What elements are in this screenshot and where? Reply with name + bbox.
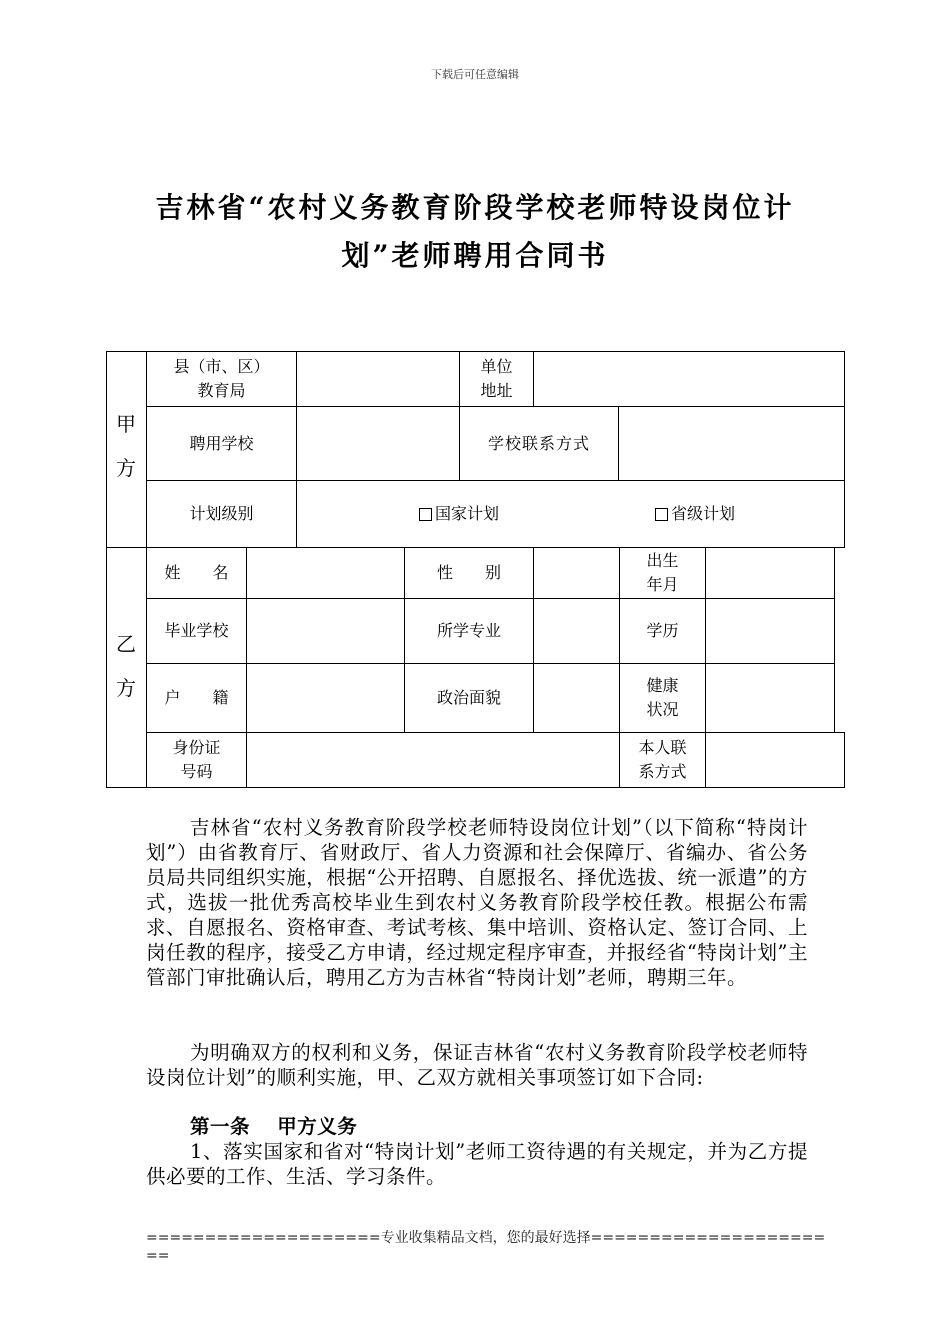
party-b-label: 乙 方 xyxy=(116,632,136,700)
county-bureau-field[interactable] xyxy=(297,352,459,406)
option-national[interactable]: 国家计划 xyxy=(404,481,514,547)
major-field[interactable] xyxy=(534,599,619,663)
checkbox-national-icon[interactable] xyxy=(419,508,432,521)
graduate-school-label: 毕业学校 xyxy=(164,621,229,640)
political-label: 政治面貌 xyxy=(436,688,501,707)
document-title-line-1: 吉林省“农村义务教育阶段学校老师特设岗位计 xyxy=(155,191,795,224)
article-1-item-1: 1、落实国家和省对“特岗计划”老师工资待遇的有关规定，并为乙方提供必要的工作、生活、学习条件。 xyxy=(146,1140,808,1188)
unit-address-field[interactable] xyxy=(534,352,844,406)
household-field[interactable] xyxy=(247,664,404,732)
education-field[interactable] xyxy=(706,599,834,663)
personal-contact-field[interactable] xyxy=(706,733,844,787)
id-number-field[interactable] xyxy=(247,733,619,787)
household-label: 户 籍 xyxy=(164,688,229,707)
birth-field[interactable] xyxy=(706,548,834,598)
footer-line: ====================专业收集精品文档，您的最好选择====================== xyxy=(146,1230,826,1264)
form-border-right-inner xyxy=(834,547,835,733)
county-bureau-label: 县（市、区） 教育局 xyxy=(173,357,270,400)
option-provincial[interactable]: 省级计划 xyxy=(640,481,750,547)
form-border-right xyxy=(844,732,845,788)
hiring-school-label: 聘用学校 xyxy=(189,433,254,453)
id-number-label: 身份证 号码 xyxy=(172,738,221,781)
party-a-label: 甲 方 xyxy=(116,412,136,480)
unit-address-label: 单位 地址 xyxy=(480,357,513,400)
form-border-bottom xyxy=(106,787,845,788)
gender-label: 性 别 xyxy=(436,563,501,582)
name-field[interactable] xyxy=(247,548,404,598)
article-1-heading: 第一条 甲方义务 xyxy=(190,1115,358,1138)
school-contact-field[interactable] xyxy=(619,407,844,480)
document-title-line-2: 划”老师聘用合同书 xyxy=(341,239,609,272)
body-paragraph-2: 为明确双方的权利和义务，保证吉林省“农村义务教育阶段学校老师特设岗位计划”的顺利实施，甲、乙双方就相关事项签订如下合同: xyxy=(146,1041,808,1089)
graduate-school-field[interactable] xyxy=(247,599,404,663)
political-field[interactable] xyxy=(534,664,619,732)
birth-label: 出生 年月 xyxy=(646,551,679,594)
health-label: 健康 状况 xyxy=(646,676,679,719)
personal-contact-label: 本人联 系方式 xyxy=(638,738,687,781)
checkbox-provincial-icon[interactable] xyxy=(655,508,668,521)
education-label: 学历 xyxy=(646,621,679,640)
hiring-school-field[interactable] xyxy=(297,407,459,480)
gender-field[interactable] xyxy=(534,548,619,598)
body-paragraph-1: 吉林省“农村义务教育阶段学校老师特设岗位计划”（以下简称“特岗计划”）由省教育厅、省财政厅、省人力资源和社会保障厅、省编办、省公务员局共同组织实施，根据“公开招聘、自愿报名、择优选拔、统一派遣”的方式，选拔一批优秀高校毕业生到农村义务教育阶段学校任教。根据公布需求、自愿报名、资格审查、考试考核、集中培训、资格认定、签订合同、上岗任教的程序，接受乙方申请，经过规定程序审查，并报经省“特岗计划”主管部门审批确认后，聘用乙方为吉林省“特岗计划”老师，聘期三年。 xyxy=(146,816,808,989)
health-field[interactable] xyxy=(706,664,834,732)
major-label: 所学专业 xyxy=(436,621,501,640)
form-border-right xyxy=(844,351,845,548)
name-label: 姓 名 xyxy=(164,563,229,582)
header-note: 下载后可任意编辑 xyxy=(431,68,519,81)
plan-level-label: 计划级别 xyxy=(189,504,254,523)
school-contact-label: 学校联系方式 xyxy=(487,433,590,453)
